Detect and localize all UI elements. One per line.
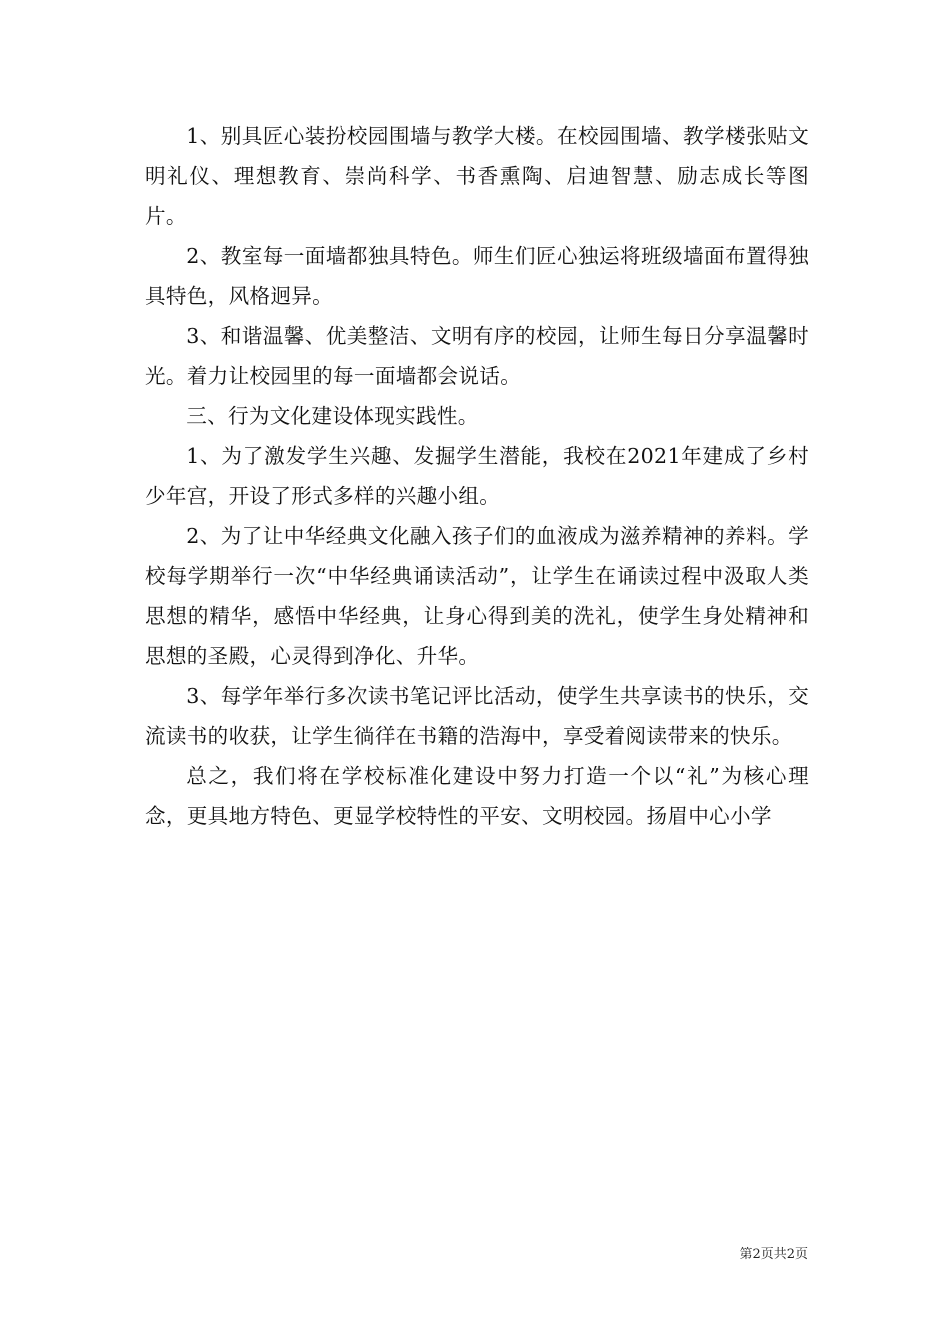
paragraph-1: 1、别具匠心装扮校园围墙与教学大楼。在校园围墙、教学楼张贴文明礼仪、理想教育、崇尚科学、书香熏陶、启迪智慧、励志成长等图片。 (145, 124, 809, 228)
paragraph-4: 1、为了激发学生兴趣、发掘学生潜能，我校在2021年建成了乡村少年宫，开设了形式多样的兴趣小组。 (145, 444, 809, 508)
paragraph-6: 3、每学年举行多次读书笔记评比活动，使学生共享读书的快乐，交流读书的收获，让学生徜徉在书籍的浩海中，享受着阅读带来的快乐。 (145, 684, 809, 748)
page-number-footer: 第2页共2页 (739, 1247, 808, 1262)
paragraph-2: 2、教室每一面墙都独具特色。师生们匠心独运将班级墙面布置得独具特色，风格迥异。 (145, 244, 809, 308)
paragraph-3: 3、和谐温馨、优美整洁、文明有序的校园，让师生每日分享温馨时光。着力让校园里的每一面墙都会说话。 (145, 324, 809, 388)
section-heading: 三、行为文化建设体现实践性。 (186, 404, 479, 428)
document-body (145, 116, 809, 836)
paragraph-conclusion: 总之，我们将在学校标准化建设中努力打造一个以“礼”为核心理念，更具地方特色、更显学校特性的平安、文明校园。扬眉中心小学 (145, 764, 809, 828)
paragraph-5: 2、为了让中华经典文化融入孩子们的血液成为滋养精神的养料。学校每学期举行一次“中华经典诵读活动”，让学生在诵读过程中汲取人类思想的精华，感悟中华经典，让身心得到美的洗礼，使学生身处精神和思想的圣殿，心灵得到净化、升华。 (145, 524, 809, 668)
